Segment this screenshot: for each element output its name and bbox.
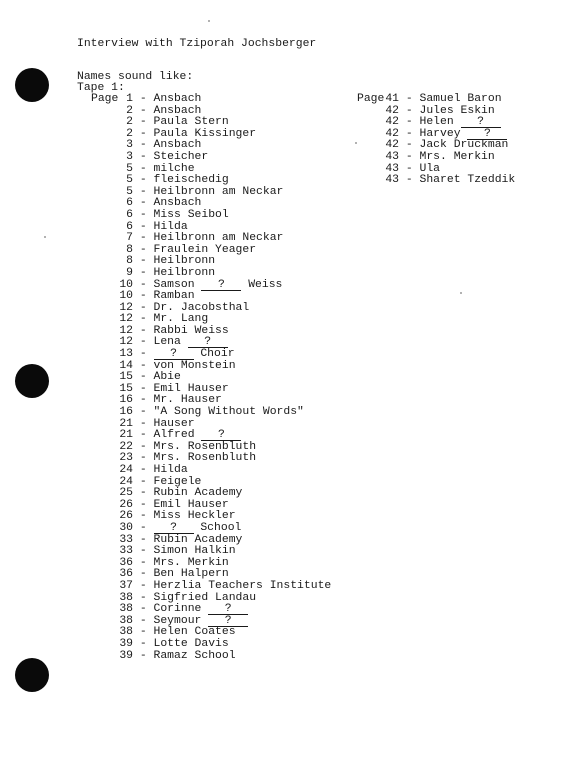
entry-dash: -	[133, 649, 154, 662]
page-number: 15	[119, 382, 133, 395]
page-number: 22	[119, 440, 133, 453]
page-number: 43	[385, 162, 399, 175]
name-text: Ansbach	[153, 139, 202, 152]
page-number: 21	[119, 429, 133, 442]
unknown-blank: ?	[467, 129, 507, 140]
name-entry	[91, 604, 331, 616]
name-text: Samuel Baron	[419, 93, 502, 105]
name-text: Abie	[153, 371, 181, 384]
page-number: 16	[119, 406, 133, 419]
entry-dash: -	[133, 464, 154, 476]
name-text: Weiss	[241, 278, 283, 291]
name-text: Alfred	[153, 429, 202, 442]
name-text: Jules Eskin	[419, 104, 495, 117]
page-number: 41	[385, 93, 399, 105]
name-entry	[91, 639, 331, 651]
page-number: 2	[126, 127, 133, 140]
page-number: 24	[119, 475, 133, 488]
name-text: Rabbi Weiss	[153, 324, 229, 337]
page-number: 42	[385, 104, 399, 117]
name-entry	[357, 175, 515, 187]
name-text: von Monstein	[153, 359, 236, 372]
page-number: 30	[119, 521, 133, 534]
name-text: Heilbronn am Neckar	[153, 185, 284, 198]
name-entry	[357, 94, 515, 106]
entry-dash: -	[399, 162, 420, 175]
document-title: Interview with Tziporah Jochsberger	[77, 38, 317, 50]
name-entry	[91, 465, 331, 477]
entry-dash: -	[133, 521, 154, 534]
name-text: Heilbronn am Neckar	[153, 232, 284, 245]
name-text: Corinne	[153, 603, 209, 616]
name-text: Ula	[419, 162, 441, 175]
entry-dash: -	[133, 487, 154, 500]
entry-dash: -	[133, 568, 154, 581]
name-text: Feigele	[153, 475, 202, 488]
binder-hole-middle	[15, 364, 49, 398]
entry-dash: -	[133, 591, 154, 604]
page-number: 3	[126, 139, 133, 152]
page-number: 8	[126, 255, 133, 268]
page-number: 2	[126, 104, 133, 117]
name-text: Sigfried Landau	[153, 591, 257, 604]
unknown-blank: ?	[208, 616, 248, 627]
name-text: Ansbach	[153, 197, 202, 210]
name-text: Lotte Davis	[153, 637, 229, 650]
name-text: Mr. Hauser	[153, 394, 222, 407]
page-number: 43	[385, 174, 399, 187]
page-number: 8	[126, 243, 133, 256]
name-text: Paula Kissinger	[153, 127, 257, 140]
entry-dash: -	[133, 382, 154, 395]
page-number: 23	[119, 452, 133, 465]
name-entry	[91, 268, 331, 280]
page-number: 5	[126, 185, 133, 198]
page-number: 10	[119, 290, 133, 303]
page-number: 2	[126, 116, 133, 129]
binder-hole-bottom	[15, 658, 49, 692]
name-text: Dr. Jacobsthal	[153, 301, 250, 314]
name-text: Miss Heckler	[153, 510, 236, 523]
page-prefix: Page	[91, 93, 119, 105]
name-entry	[357, 152, 515, 164]
name-text: Ramaz School	[153, 649, 236, 662]
entry-dash: -	[133, 278, 154, 291]
name-text: Steicher	[153, 150, 209, 163]
entry-dash: -	[133, 185, 154, 198]
name-entry	[91, 210, 331, 222]
name-text: Mrs. Rosenbluth	[153, 452, 257, 465]
name-text: Mrs. Merkin	[419, 150, 495, 163]
page-number: 42	[385, 139, 399, 152]
entry-dash: -	[133, 348, 154, 361]
name-text: Hauser	[153, 417, 195, 430]
entry-dash: -	[133, 417, 154, 430]
entry-dash: -	[133, 93, 154, 105]
page-number: 42	[385, 116, 399, 129]
page-number: 3	[126, 150, 133, 163]
entry-dash: -	[133, 104, 154, 117]
unknown-blank: ?	[154, 349, 194, 360]
entry-dash: -	[399, 116, 420, 129]
name-text: "A Song Without Words"	[153, 406, 304, 419]
name-text: Sharet Tzeddik	[419, 174, 516, 187]
name-text: Samson	[153, 278, 202, 291]
page-number: 21	[119, 417, 133, 430]
tape-heading: Tape 1:	[77, 82, 125, 94]
entry-dash: -	[133, 220, 154, 233]
page-number: 33	[119, 545, 133, 558]
page-number: 6	[126, 220, 133, 233]
name-entry	[91, 94, 331, 106]
entry-dash: -	[399, 174, 420, 187]
unknown-blank: ?	[188, 337, 228, 348]
name-text: milche	[153, 162, 195, 175]
entry-dash: -	[399, 139, 420, 152]
page-number: 16	[119, 394, 133, 407]
entry-dash: -	[133, 533, 154, 546]
names-list-right	[357, 94, 515, 187]
name-text: Jack Druckman	[419, 139, 509, 152]
entry-dash: -	[133, 394, 154, 407]
name-entry	[91, 152, 331, 164]
entry-dash: -	[133, 243, 154, 256]
entry-dash: -	[399, 104, 420, 117]
page-number: 26	[119, 510, 133, 523]
name-text: Ramban	[153, 290, 195, 303]
page-number: 38	[119, 614, 133, 627]
page-number: 12	[119, 313, 133, 326]
entry-dash: -	[133, 324, 154, 337]
name-text: Seymour	[153, 614, 209, 627]
page-prefix: Page	[357, 93, 385, 105]
entry-dash: -	[133, 406, 154, 419]
page-number: 38	[119, 603, 133, 616]
name-entry	[91, 175, 331, 187]
name-text: Ansbach	[153, 104, 202, 117]
page-number: 25	[119, 487, 133, 500]
name-text: Heilbronn	[153, 255, 216, 268]
page-number: 39	[119, 637, 133, 650]
entry-dash: -	[133, 255, 154, 268]
entry-dash: -	[133, 174, 154, 187]
name-entry	[91, 407, 331, 419]
name-text: Lena	[153, 336, 188, 349]
page-number: 26	[119, 498, 133, 511]
name-text: Heilbronn	[153, 266, 216, 279]
entry-dash: -	[399, 150, 420, 163]
entry-dash: -	[133, 579, 154, 592]
page-number: 38	[119, 591, 133, 604]
name-text: Emil Hauser	[153, 498, 229, 511]
page-number: 7	[126, 232, 133, 245]
name-text: Herzlia Teachers Institute	[153, 579, 332, 592]
name-text: Emil Hauser	[153, 382, 229, 395]
name-text: Mrs. Rosenbluth	[153, 440, 257, 453]
name-text: Hilda	[153, 464, 188, 476]
entry-dash: -	[133, 197, 154, 210]
name-text: School	[193, 521, 242, 534]
page-number: 6	[126, 208, 133, 221]
entry-dash: -	[133, 429, 154, 442]
entry-dash: -	[133, 359, 154, 372]
name-text: Rubin Academy	[153, 487, 243, 500]
page-number: 15	[119, 371, 133, 384]
name-text: Miss Seibol	[153, 208, 229, 221]
name-text: Harvey	[419, 127, 468, 140]
entry-dash: -	[133, 301, 154, 314]
page-number: 6	[126, 197, 133, 210]
page-number: 1	[126, 93, 133, 105]
name-entry	[91, 523, 331, 535]
entry-dash: -	[133, 440, 154, 453]
name-text: fleischedig	[153, 174, 229, 187]
scan-speck	[460, 292, 462, 294]
name-entry	[91, 581, 331, 593]
entry-dash: -	[133, 162, 154, 175]
entry-dash: -	[133, 626, 154, 639]
entry-dash: -	[133, 290, 154, 303]
name-entry	[91, 349, 331, 361]
entry-dash: -	[133, 336, 154, 349]
page-number: 13	[119, 348, 133, 361]
entry-dash: -	[133, 556, 154, 569]
page-number: 24	[119, 464, 133, 476]
name-text: Ben Halpern	[153, 568, 229, 581]
names-heading: Names sound like:	[77, 71, 194, 83]
entry-dash: -	[133, 545, 154, 558]
unknown-blank: ?	[201, 430, 241, 441]
page-number: 42	[385, 127, 399, 140]
entry-dash: -	[399, 93, 420, 105]
name-text: Helen Coates	[153, 626, 236, 639]
page-number: 43	[385, 150, 399, 163]
scan-speck	[208, 20, 210, 22]
name-text: Helen	[419, 116, 461, 129]
name-text: Choir	[193, 348, 235, 361]
name-text: Hilda	[153, 220, 188, 233]
entry-dash: -	[399, 127, 420, 140]
entry-dash: -	[133, 139, 154, 152]
page-number: 37	[119, 579, 133, 592]
page-number: 38	[119, 626, 133, 639]
name-entry	[91, 233, 331, 245]
entry-dash: -	[133, 371, 154, 384]
unknown-blank: ?	[208, 604, 248, 615]
entry-dash: -	[133, 452, 154, 465]
entry-dash: -	[133, 637, 154, 650]
page-number: 12	[119, 336, 133, 349]
page-number: 12	[119, 301, 133, 314]
binder-hole-top	[15, 68, 49, 102]
name-entry	[91, 291, 331, 303]
page-number: 10	[119, 278, 133, 291]
name-text: Simon Halkin	[153, 545, 236, 558]
entry-dash: -	[133, 127, 154, 140]
page-number: 14	[119, 359, 133, 372]
name-entry	[91, 651, 331, 663]
entry-dash: -	[133, 232, 154, 245]
entry-dash: -	[133, 116, 154, 129]
page-number: 33	[119, 533, 133, 546]
entry-dash: -	[133, 603, 154, 616]
name-text: Mrs. Merkin	[153, 556, 229, 569]
entry-dash: -	[133, 150, 154, 163]
unknown-blank: ?	[201, 280, 241, 291]
page-number: 5	[126, 174, 133, 187]
page-number: 9	[126, 266, 133, 279]
page-number: 36	[119, 556, 133, 569]
name-text: Ansbach	[153, 93, 202, 105]
scan-speck	[44, 236, 46, 238]
entry-dash: -	[133, 266, 154, 279]
page-number: 39	[119, 649, 133, 662]
name-entry	[91, 546, 331, 558]
page-number: 36	[119, 568, 133, 581]
entry-dash: -	[133, 498, 154, 511]
names-list-left	[91, 94, 331, 662]
entry-dash: -	[133, 313, 154, 326]
entry-dash: -	[133, 208, 154, 221]
entry-dash: -	[133, 510, 154, 523]
page-number: 5	[126, 162, 133, 175]
name-text: Rubin Academy	[153, 533, 243, 546]
unknown-blank: ?	[154, 523, 194, 534]
unknown-blank: ?	[461, 117, 501, 128]
name-text: Fraulein Yeager	[153, 243, 257, 256]
entry-dash: -	[133, 475, 154, 488]
name-text: Paula Stern	[153, 116, 229, 129]
entry-dash: -	[133, 614, 154, 627]
page-number: 12	[119, 324, 133, 337]
name-text: Mr. Lang	[153, 313, 209, 326]
